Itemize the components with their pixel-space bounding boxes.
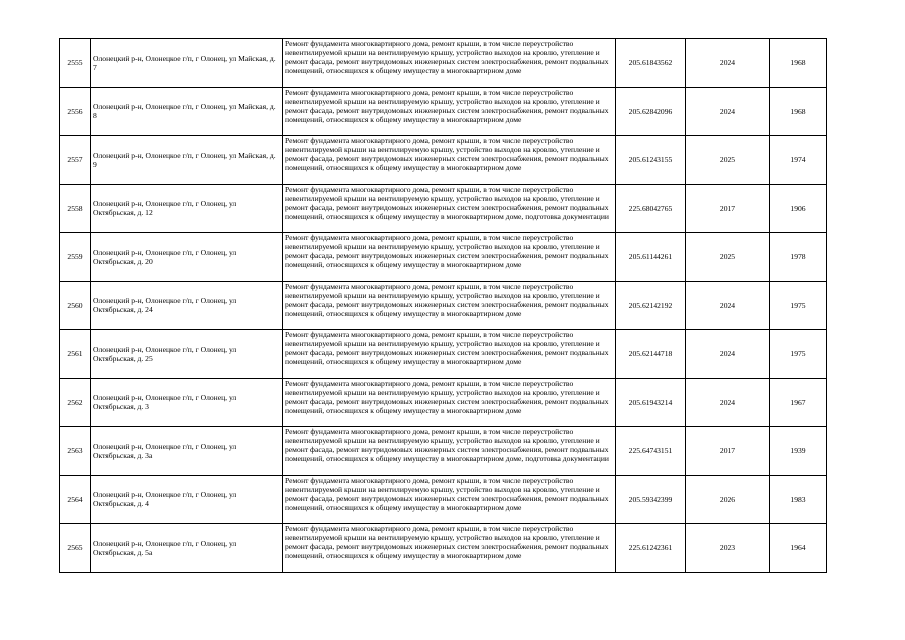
row-number: 2556	[60, 87, 91, 136]
address-cell: Олонецкий р-н, Олонецкое г/п, г Олонец, ул Октябрьская, д. 4	[91, 475, 283, 524]
row-number: 2565	[60, 524, 91, 573]
cost-cell: 225.68042765	[616, 184, 686, 233]
built-year-cell: 1975	[770, 281, 827, 330]
year-cell: 2024	[686, 87, 770, 136]
table-row	[60, 475, 827, 524]
address-cell: Олонецкий р-н, Олонецкое г/п, г Олонец, ул Октябрьская, д. 3	[91, 378, 283, 427]
works-cell: Ремонт фундамента многоквартирного дома, ремонт крыши, в том числе переустройство невентилируемой крыши на вентилируемую крышу, устройство выходов на кровлю, утепление и ремонт фасада, ремонт внутридомовых инженерных систем электроснабжения, ремонт подвальных помещений, относящихся к общему имуществу в многоквартирном доме	[283, 87, 616, 136]
year-cell: 2017	[686, 184, 770, 233]
works-cell: Ремонт фундамента многоквартирного дома, ремонт крыши, в том числе переустройство невентилируемой крыши на вентилируемую крышу, устройство выходов на кровлю, утепление и ремонт фасада, ремонт внутридомовых инженерных систем электроснабжения, ремонт подвальных помещений, относящихся к общему имуществу в многоквартирном доме	[283, 136, 616, 185]
year-cell: 2024	[686, 281, 770, 330]
year-cell: 2023	[686, 524, 770, 573]
cost-cell: 225.64743151	[616, 427, 686, 476]
address-cell: Олонецкий р-н, Олонецкое г/п, г Олонец, ул Майская, д. 7	[91, 39, 283, 88]
works-cell: Ремонт фундамента многоквартирного дома, ремонт крыши, в том числе переустройство невентилируемой крыши на вентилируемую крышу, устройство выходов на кровлю, утепление и ремонт фасада, ремонт внутридомовых инженерных систем электроснабжения, ремонт подвальных помещений, относящихся к общему имуществу в многоквартирном доме	[283, 330, 616, 379]
built-year-cell: 1964	[770, 524, 827, 573]
cost-cell: 205.61843562	[616, 39, 686, 88]
address-cell: Олонецкий р-н, Олонецкое г/п, г Олонец, ул Октябрьская, д. 25	[91, 330, 283, 379]
cost-cell: 205.62842096	[616, 87, 686, 136]
works-cell: Ремонт фундамента многоквартирного дома, ремонт крыши, в том числе переустройство невентилируемой крыши на вентилируемую крышу, устройство выходов на кровлю, утепление и ремонт фасада, ремонт внутридомовых инженерных систем электроснабжения, ремонт подвальных помещений, относящихся к общему имуществу в многоквартирном доме, подготовка документации	[283, 184, 616, 233]
cost-cell: 205.59342399	[616, 475, 686, 524]
built-year-cell: 1968	[770, 39, 827, 88]
year-cell: 2017	[686, 427, 770, 476]
table-row	[60, 427, 827, 476]
works-cell: Ремонт фундамента многоквартирного дома, ремонт крыши, в том числе переустройство невентилируемой крыши на вентилируемую крышу, устройство выходов на кровлю, утепление и ремонт фасада, ремонт внутридомовых инженерных систем электроснабжения, ремонт подвальных помещений, относящихся к общему имуществу в многоквартирном доме	[283, 281, 616, 330]
year-cell: 2026	[686, 475, 770, 524]
year-cell: 2024	[686, 378, 770, 427]
year-cell: 2025	[686, 136, 770, 185]
table-row	[60, 378, 827, 427]
row-number: 2563	[60, 427, 91, 476]
works-cell: Ремонт фундамента многоквартирного дома, ремонт крыши, в том числе переустройство невентилируемой крыши на вентилируемую крышу, устройство выходов на кровлю, утепление и ремонт фасада, ремонт внутридомовых инженерных систем электроснабжения, ремонт подвальных помещений, относящихся к общему имуществу в многоквартирном доме	[283, 39, 616, 88]
cost-cell: 205.61243155	[616, 136, 686, 185]
works-cell: Ремонт фундамента многоквартирного дома, ремонт крыши, в том числе переустройство невентилируемой крыши на вентилируемую крышу, устройство выходов на кровлю, утепление и ремонт фасада, ремонт внутридомовых инженерных систем электроснабжения, ремонт подвальных помещений, относящихся к общему имуществу в многоквартирном доме	[283, 475, 616, 524]
row-number: 2562	[60, 378, 91, 427]
built-year-cell: 1968	[770, 87, 827, 136]
cost-cell: 205.62142192	[616, 281, 686, 330]
table-row	[60, 524, 827, 573]
built-year-cell: 1967	[770, 378, 827, 427]
row-number: 2564	[60, 475, 91, 524]
year-cell: 2025	[686, 233, 770, 282]
year-cell: 2024	[686, 330, 770, 379]
works-cell: Ремонт фундамента многоквартирного дома, ремонт крыши, в том числе переустройство невентилируемой крыши на вентилируемую крышу, устройство выходов на кровлю, утепление и ремонт фасада, ремонт внутридомовых инженерных систем электроснабжения, ремонт подвальных помещений, относящихся к общему имуществу в многоквартирном доме	[283, 233, 616, 282]
row-number: 2561	[60, 330, 91, 379]
address-cell: Олонецкий р-н, Олонецкое г/п, г Олонец, ул Майская, д. 9	[91, 136, 283, 185]
built-year-cell: 1939	[770, 427, 827, 476]
address-cell: Олонецкий р-н, Олонецкое г/п, г Олонец, ул Октябрьская, д. 24	[91, 281, 283, 330]
address-cell: Олонецкий р-н, Олонецкое г/п, г Олонец, ул Майская, д. 8	[91, 87, 283, 136]
table-body	[60, 39, 827, 573]
table-row	[60, 233, 827, 282]
row-number: 2557	[60, 136, 91, 185]
row-number: 2558	[60, 184, 91, 233]
cost-cell: 205.61144261	[616, 233, 686, 282]
table-row	[60, 87, 827, 136]
table-row	[60, 39, 827, 88]
row-number: 2560	[60, 281, 91, 330]
works-cell: Ремонт фундамента многоквартирного дома, ремонт крыши, в том числе переустройство невентилируемой крыши на вентилируемую крышу, устройство выходов на кровлю, утепление и ремонт фасада, ремонт внутридомовых инженерных систем электроснабжения, ремонт подвальных помещений, относящихся к общему имуществу в многоквартирном доме	[283, 378, 616, 427]
cost-cell: 205.61943214	[616, 378, 686, 427]
row-number: 2559	[60, 233, 91, 282]
address-cell: Олонецкий р-н, Олонецкое г/п, г Олонец, ул Октябрьская, д. 3а	[91, 427, 283, 476]
address-cell: Олонецкий р-н, Олонецкое г/п, г Олонец, ул Октябрьская, д. 5а	[91, 524, 283, 573]
table-row	[60, 136, 827, 185]
housing-repair-table	[59, 38, 827, 573]
cost-cell: 225.61242361	[616, 524, 686, 573]
address-cell: Олонецкий р-н, Олонецкое г/п, г Олонец, ул Октябрьская, д. 20	[91, 233, 283, 282]
built-year-cell: 1975	[770, 330, 827, 379]
works-cell: Ремонт фундамента многоквартирного дома, ремонт крыши, в том числе переустройство невентилируемой крыши на вентилируемую крышу, устройство выходов на кровлю, утепление и ремонт фасада, ремонт внутридомовых инженерных систем электроснабжения, ремонт подвальных помещений, относящихся к общему имуществу в многоквартирном доме, подготовка документации	[283, 427, 616, 476]
built-year-cell: 1978	[770, 233, 827, 282]
built-year-cell: 1906	[770, 184, 827, 233]
row-number: 2555	[60, 39, 91, 88]
built-year-cell: 1974	[770, 136, 827, 185]
cost-cell: 205.62144718	[616, 330, 686, 379]
table-row	[60, 281, 827, 330]
address-cell: Олонецкий р-н, Олонецкое г/п, г Олонец, ул Октябрьская, д. 12	[91, 184, 283, 233]
built-year-cell: 1983	[770, 475, 827, 524]
table-row	[60, 330, 827, 379]
works-cell: Ремонт фундамента многоквартирного дома, ремонт крыши, в том числе переустройство невентилируемой крыши на вентилируемую крышу, устройство выходов на кровлю, утепление и ремонт фасада, ремонт внутридомовых инженерных систем электроснабжения, ремонт подвальных помещений, относящихся к общему имуществу в многоквартирном доме	[283, 524, 616, 573]
table-row	[60, 184, 827, 233]
year-cell: 2024	[686, 39, 770, 88]
